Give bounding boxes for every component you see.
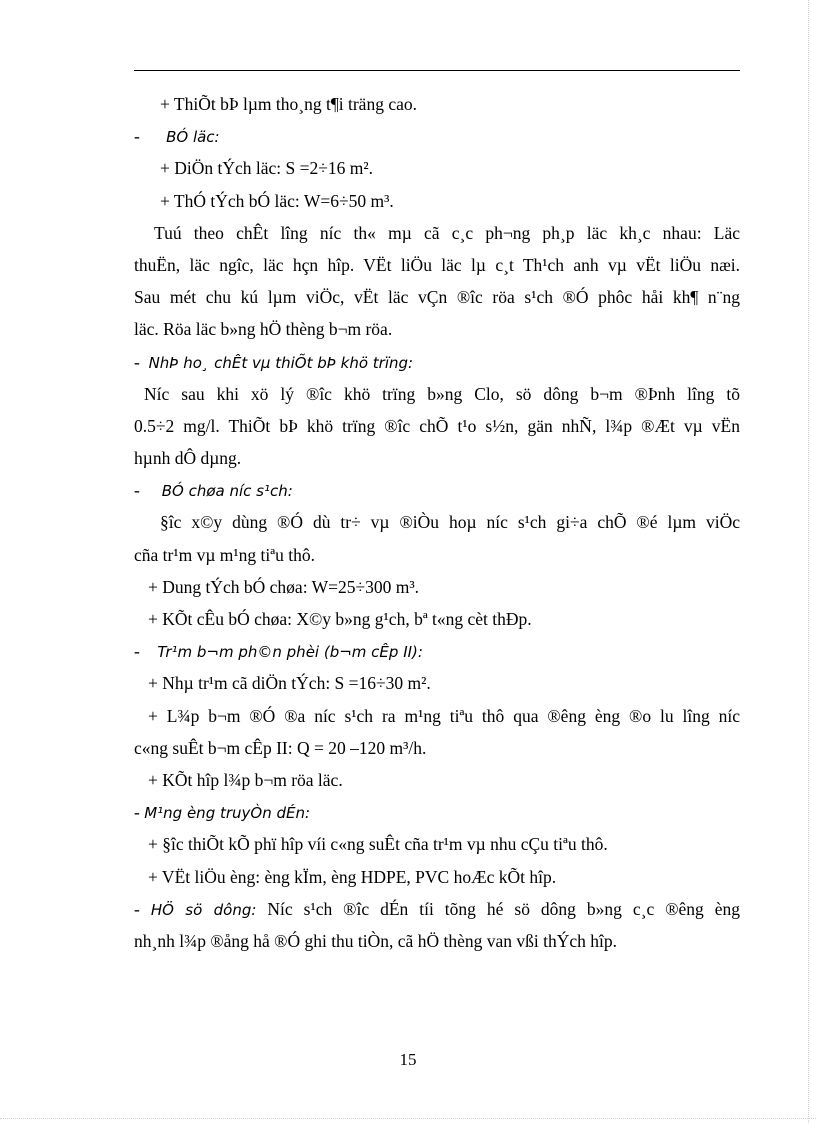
heading-text: BÓ chøa níc s¹ch: (161, 482, 293, 501)
heading-continuation: Níc s¹ch ®îc dÉn tíi tõng hé sö dông b»ng c¸c ®êng èng (267, 898, 740, 919)
text-line: + Nhµ tr¹m cã diÖn tÝch: S =16÷30 m². (148, 673, 431, 694)
text-line: hµnh dÔ dµng. (134, 448, 242, 469)
text-line: §îc x©y dùng ®Ó dù tr÷ vµ ®iÒu hoµ níc s¹ch gi÷a chÕ ®é lµm viÖc (160, 512, 740, 533)
text-line: + ThiÕt bÞ lµm tho¸ng t¶i träng cao. (160, 94, 417, 114)
heading-text: NhÞ ho¸ chÊt vµ thiÕt bÞ khö trïng: (148, 353, 414, 372)
heading-text: BÓ läc: (166, 128, 220, 147)
text-line: 0.5÷2 mg/l. ThiÕt bÞ khö trïng ®îc chÕ t¹o s½n, gän nhÑ, l¾p ®Æt vµ vËn (134, 415, 740, 436)
text-line: Níc sau khi xö lý ®îc khö trïng b»ng Clo, sö dông b¬m ®Þnh lîng tõ (144, 383, 740, 404)
text-line: + ThÓ tÝch bÓ läc: W=6÷50 m³. (160, 190, 394, 211)
list-dash: - (134, 351, 140, 372)
text-line: + Dung tÝch bÓ chøa: W=25÷300 m³. (148, 576, 419, 597)
text-line: nh¸nh l¾p ®ång hå ®Ó ghi thu tiÒn, cã hÖ thèng van vßi thÝch hîp. (134, 930, 617, 951)
text-line: läc. Röa läc b»ng hÖ thèng b¬m röa. (134, 319, 393, 340)
text-line: c«ng suÊt b¬m cÊp II: Q = 20 –120 m³/h. (134, 737, 427, 758)
header-rule (134, 70, 740, 71)
text-line: + L¾p b¬m ®Ó ®a níc s¹ch ra m¹ng tiªu thô qua ®êng èng ®o lu lîng níc (148, 705, 740, 726)
page-body (134, 88, 740, 957)
list-dash: - (134, 480, 140, 501)
section-heading-filter-tank (134, 120, 740, 152)
text-line: + §îc thiÕt kÕ phï hîp víi c«ng suÊt cña tr¹m vµ nhu cÇu tiªu thô. (148, 834, 608, 855)
text-line: Tuú theo chÊt lîng níc th« mµ cã c¸c ph¬ng ph¸p läc kh¸c nhau: Läc (154, 222, 740, 243)
text-line: Sau mét chu kú lµm viÖc, vËt läc vÇn ®îc röa s¹ch ®Ó phôc håi kh¶ n¨ng (134, 287, 740, 308)
page-edge-bottom (0, 1118, 816, 1119)
section-heading-clean-water-tank (134, 474, 740, 506)
section-heading-pipe-network (134, 796, 740, 828)
page-number: 15 (399, 1050, 417, 1069)
section-heading-users (134, 893, 740, 925)
page-edge-right (808, 0, 809, 1123)
list-dash: - (134, 802, 140, 823)
text-line: thuËn, läc ngîc, läc hçn hîp. VËt liÖu läc lµ c¸t Th¹ch anh vµ vËt liÖu næi. (134, 254, 740, 275)
text-line: + VËt liÖu èng: èng kÏm, èng HDPE, PVC hoÆc kÕt hîp. (148, 866, 557, 887)
heading-text: M¹ng èng truyÒn dÉn: (144, 804, 311, 823)
list-dash: - (134, 641, 140, 662)
section-heading-pump-station (134, 635, 740, 667)
text-line: cña tr¹m vµ m¹ng tiªu thô. (134, 544, 315, 565)
text-line: + DiÖn tÝch läc: S =2÷16 m². (160, 158, 373, 179)
list-dash: - (134, 898, 140, 919)
list-dash: - (134, 126, 140, 147)
heading-text: HÖ sö dông: (150, 900, 257, 919)
text-line: + KÕt cÊu bÓ chøa: X©y b»ng g¹ch, bª t«ng cèt thÐp. (148, 609, 532, 629)
heading-text: Tr¹m b¬m ph©n phèi (b¬m cÊp II): (157, 643, 423, 662)
text-line: + KÕt hîp l¾p b¬m röa läc. (148, 769, 343, 790)
section-heading-chemicals (134, 346, 740, 378)
